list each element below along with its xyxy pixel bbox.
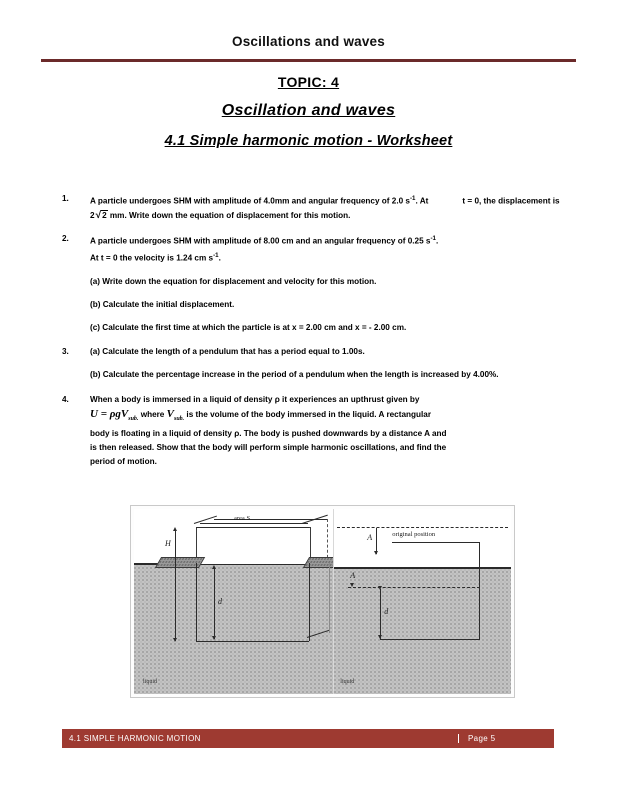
figure-label-area-s: area S [234,515,251,522]
question-1-number: 1. [62,194,69,203]
document-header [0,34,617,49]
question-1-text-d: mm. Write down the equation of displacement for this motion. [107,210,351,220]
formula-equals: = [97,408,110,421]
figure-label-liquid-right: liquid [340,679,355,685]
question-2-subpart-b: (b) Calculate the initial displacement. [90,300,235,310]
subject-title: Oscillation and waves [221,102,396,119]
displaced-block-top-edge [392,542,480,543]
formula-u: U [90,408,98,421]
question-4-line-4: is then released. Show that the body will perform simple harmonic oscillations, and find the [90,442,447,452]
question-4-line-2-mid: where [138,410,167,420]
radicand: 2 [102,210,107,220]
displaced-block-left-edge [380,589,381,639]
h-dimension-line [175,529,176,641]
header-title: Oscillations and waves [232,34,385,49]
page-footer [62,729,554,748]
block-top-edge [196,527,309,528]
d-dimension-line-left [214,567,215,639]
question-2-text-c: At t = 0 the velocity is 1.24 cm s [90,253,214,263]
question-2-subpart-a: (a) Write down the equation for displacement and velocity for this motion. [90,277,377,287]
figure-panel-floating-block [134,509,334,694]
question-2-text-b: . [435,236,439,246]
upthrust-formula [90,408,139,423]
question-4-line-5: period of motion. [90,457,157,467]
question-4-body [90,393,562,469]
figure-inner [134,509,511,694]
question-3-subpart-b: (b) Calculate the percentage increase in the period of a pendulum when the length is increased by 4.00%. [90,369,499,379]
submerged-reference-line [348,587,480,588]
square-root-symbol [95,209,108,223]
question-2-body [90,232,562,266]
question-4-line-3: body is floating in a liquid of density ρ. The body is pushed downwards by a distance A and [90,428,447,438]
h-arrow-down [173,638,177,642]
d-arrow-down-left [212,636,216,640]
question-2-sup-a: -1 [430,235,436,243]
formula-v: V [166,408,174,421]
displaced-block-bottom-edge [380,639,480,640]
block-front-face [196,527,311,564]
h-arrow-up [173,527,177,531]
questions-list [62,192,562,478]
liquid-surface-right [334,567,511,569]
volume-symbol [166,408,185,423]
question-4-line-2-end: is the volume of the body immersed in the liquid. A rectangular [184,410,432,420]
original-position-line [337,527,508,528]
formula-v-sub-2: sub. [173,416,185,423]
d-arrow-up-left [212,565,216,569]
figure-label-h: H [165,539,171,548]
question-1-sup-a: -1 [409,195,416,202]
question-1 [62,192,562,223]
figure-panel-displaced-block [334,509,511,694]
a-arrow-down-top [374,551,378,555]
footer-page-number: Page 5 [458,734,554,743]
question-2-number: 2. [62,234,69,244]
question-3-subpart-a: (a) Calculate the length of a pendulum that has a period equal to 1.00s. [90,346,365,356]
figure-label-a-top: A [367,533,373,542]
question-2-sup-c: -1 [213,252,219,260]
radical-glyph: √ [95,209,102,221]
question-1-text-a: A particle undergoes SHM with amplitude of 4.0mm and angular frequency of 2.0 s [90,196,410,206]
question-1-text-c: t = 0, the displacement is 2 [90,196,560,220]
figure-label-original-position: original position [392,531,436,538]
footer-section-label: 4.1 SIMPLE HARMONIC MOTION [69,734,201,743]
title-block [0,74,617,149]
a-arrow-mid-left [350,583,354,587]
header-divider-rule [41,59,576,62]
area-dimension-line [200,523,308,524]
block-bottom-edge [196,641,309,642]
liquid-region-left [134,563,333,694]
question-4 [62,393,562,469]
question-2 [62,232,562,335]
formula-v-subscript: sub. [128,416,139,423]
question-2-subpart-c: (c) Calculate the first time at which the particle is at x = 2.00 cm and x = - 2.00 cm. [90,323,407,333]
worksheet-title: 4.1 Simple harmonic motion - Worksheet [164,133,453,149]
question-2-text-d: . [218,253,221,263]
question-4-line-1: When a body is immersed in a liquid of density ρ it experiences an upthrust given by [90,395,420,405]
figure-label-d-right: d [384,607,389,616]
question-1-body [90,192,562,223]
displaced-block-right-edge [479,542,480,639]
figure-label-liquid-left: liquid [143,679,158,685]
figure-label-a-mid: A [350,571,356,580]
figure-label-d-left: d [218,597,222,606]
buoyancy-figure [130,505,515,698]
topic-title: TOPIC: 4 [277,74,340,90]
question-2-text-a: A particle undergoes SHM with amplitude of 8.00 cm and an angular frequency of 0.25 s [90,236,431,246]
question-4-number: 4. [62,395,69,405]
formula-rho-g-v: ρgV [109,408,129,421]
block-waterline-cap-left [155,557,205,568]
question-1-text-b: . At [415,196,429,206]
block-submerged-right-edge [309,563,310,641]
question-3-number: 3. [62,346,69,356]
question-3 [62,345,562,382]
block-submerged-left-edge [196,563,197,641]
block-right-side-edge [329,563,330,633]
